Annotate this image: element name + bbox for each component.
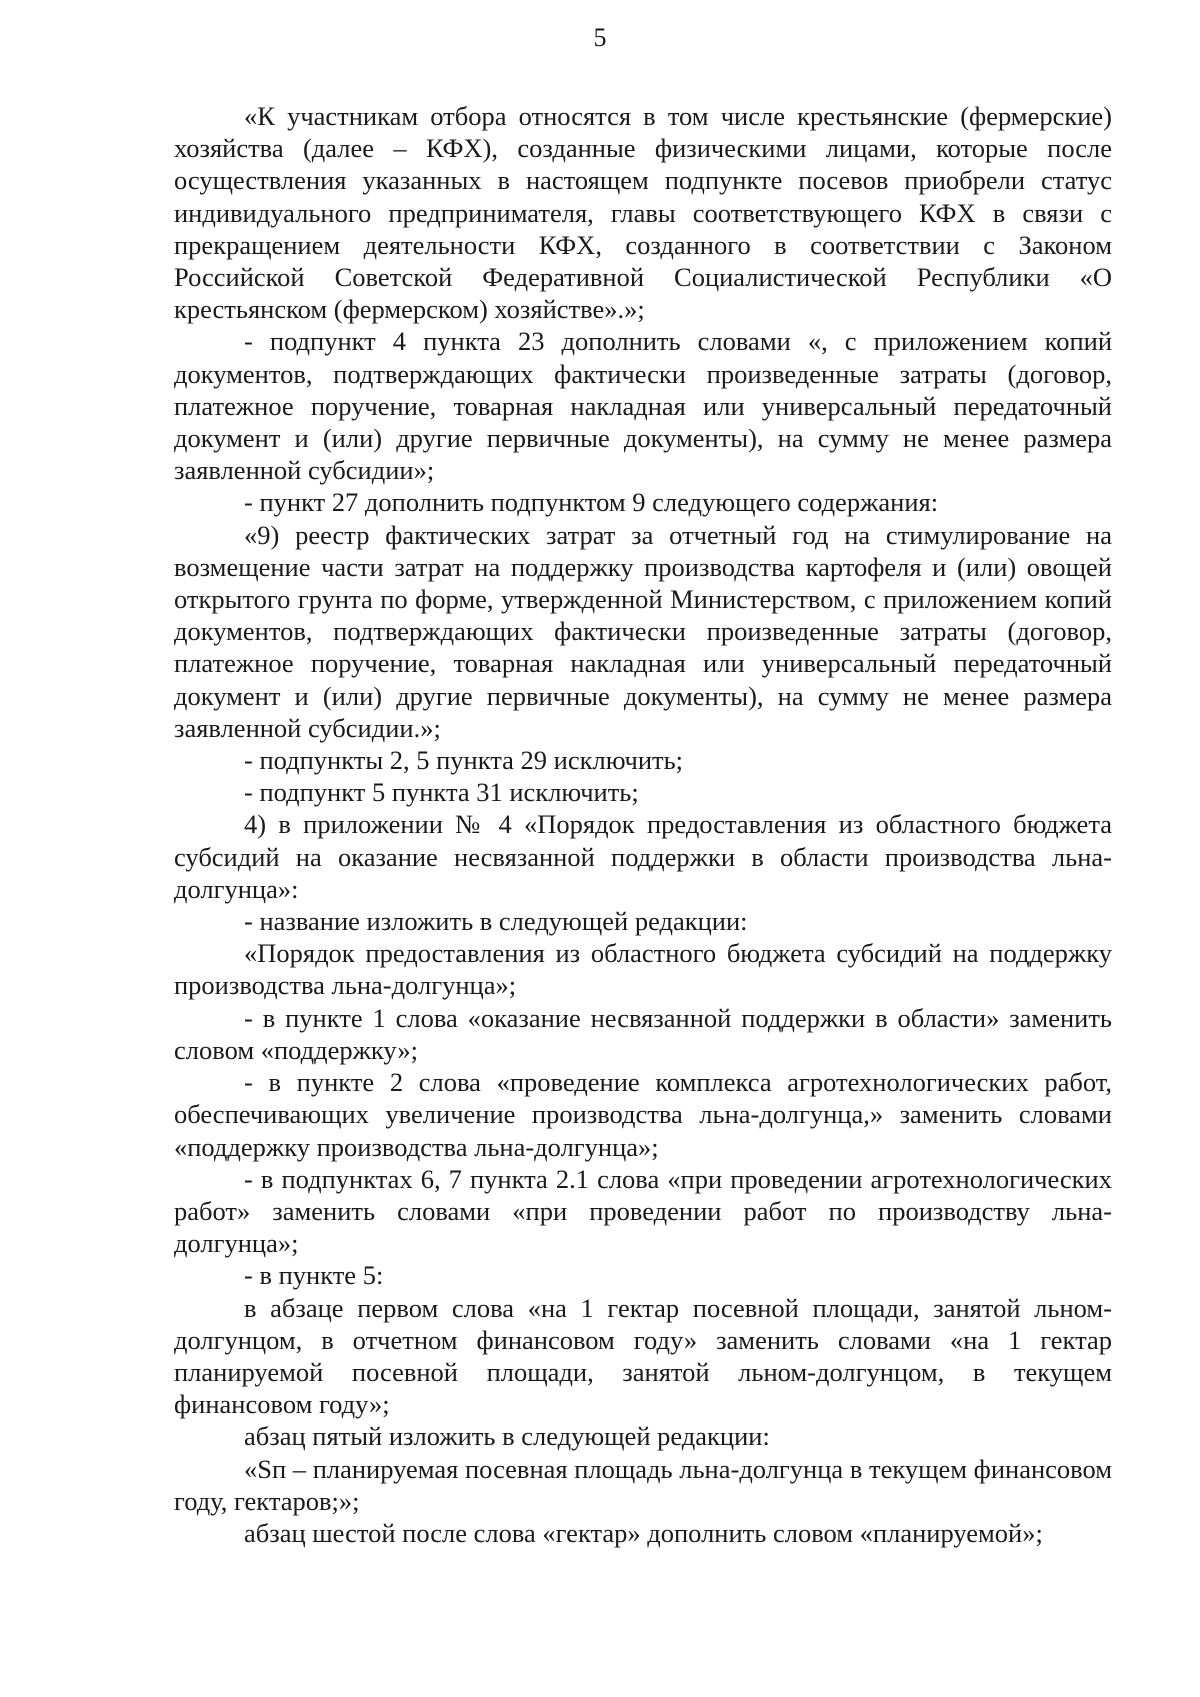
paragraph-item-29-exclude: - подпункты 2, 5 пункта 29 исключить;: [244, 745, 684, 776]
paragraph-title-change: - название изложить в следующей редакции:: [244, 906, 748, 937]
paragraph-item-5-first-abzac: в абзаце первом слова «на 1 гектар посевной площади, занятой льном-долгунцом, в отчетном финансовом году» заменить словами «на 1 гектар планируемой посевной площади, занятой льном-долгунцом, в текущем финансовом году»;: [174, 1292, 1112, 1420]
page-number: 5: [593, 23, 607, 52]
document-body: [174, 100, 1112, 1549]
paragraph-sp-definition: «Sп – планируемая посевная площадь льна-долгунца в текущем финансовом году, гектаров;»;: [174, 1453, 1112, 1516]
paragraph-item-2-1-change: - в подпунктах 6, 7 пункта 2.1 слова «при проведении агротехнологических работ» заменить словами «при проведении работ по производству льна-долгунца»;: [174, 1163, 1112, 1259]
paragraph-kfh-participants: «К участникам отбора относятся в том числе крестьянские (фермерские) хозяйства (далее – КФХ), созданные физическими лицами, которые после осуществления указанных в настоящем подпункте посевов приобрели статус индивидуального предпринимателя, главы соответствующего КФХ в связи с прекращением деятельности КФХ, созданного в соответствии с Законом Российской Советской Федеративной Социалистической Республики «О крестьянском (фермерском) хозяйстве».»;: [174, 101, 1112, 325]
paragraph-subitem-4-item-23: - подпункт 4 пункта 23 дополнить словами «, с приложением копий документов, подтверждающих фактически произведенные затраты (договор, платежное поручение, товарная накладная или универсальный передаточный документ и (или) другие первичные документы), на сумму не менее размера заявленной субсидии»;: [174, 326, 1112, 486]
paragraph-item-27-subitem-9: «9) реестр фактических затрат за отчетный год на стимулирование на возмещение части затрат на поддержку производства картофеля и (или) овощей открытого грунта по форме, утвержденной Министерством, с приложением копий документов, подтверждающих фактически произведенные затраты (договор, платежное поручение, товарная накладная или универсальный передаточный документ и (или) другие первичные документы), на сумму не менее размера заявленной субсидии.»;: [174, 519, 1112, 743]
paragraph-item-5-fifth-abzac: абзац пятый изложить в следующей редакции:: [244, 1421, 770, 1452]
paragraph-item-27-intro: - пункт 27 дополнить подпунктом 9 следующего содержания:: [244, 487, 939, 518]
paragraph-item-5-intro: - в пункте 5:: [244, 1260, 384, 1291]
paragraph-new-title: «Порядок предоставления из областного бюджета субсидий на поддержку производства льна-долгунца»;: [174, 938, 1112, 1001]
paragraph-item-5-sixth-abzac: абзац шестой после слова «гектар» дополнить словом «планируемой»;: [244, 1517, 1043, 1548]
paragraph-item-31-exclude: - подпункт 5 пункта 31 исключить;: [244, 777, 639, 808]
paragraph-item-1-change: - в пункте 1 слова «оказание несвязанной поддержки в области» заменить словом «поддержку»;: [174, 1002, 1112, 1065]
paragraph-appendix-4: 4) в приложении № 4 «Порядок предоставления из областного бюджета субсидий на оказание несвязанной поддержки в области производства льна-долгунца»:: [174, 809, 1112, 904]
paragraph-item-2-change: - в пункте 2 слова «проведение комплекса агротехнологических работ, обеспечивающих увеличение производства льна-долгунца,» заменить словами «поддержку производства льна-долгунца»;: [174, 1067, 1112, 1162]
